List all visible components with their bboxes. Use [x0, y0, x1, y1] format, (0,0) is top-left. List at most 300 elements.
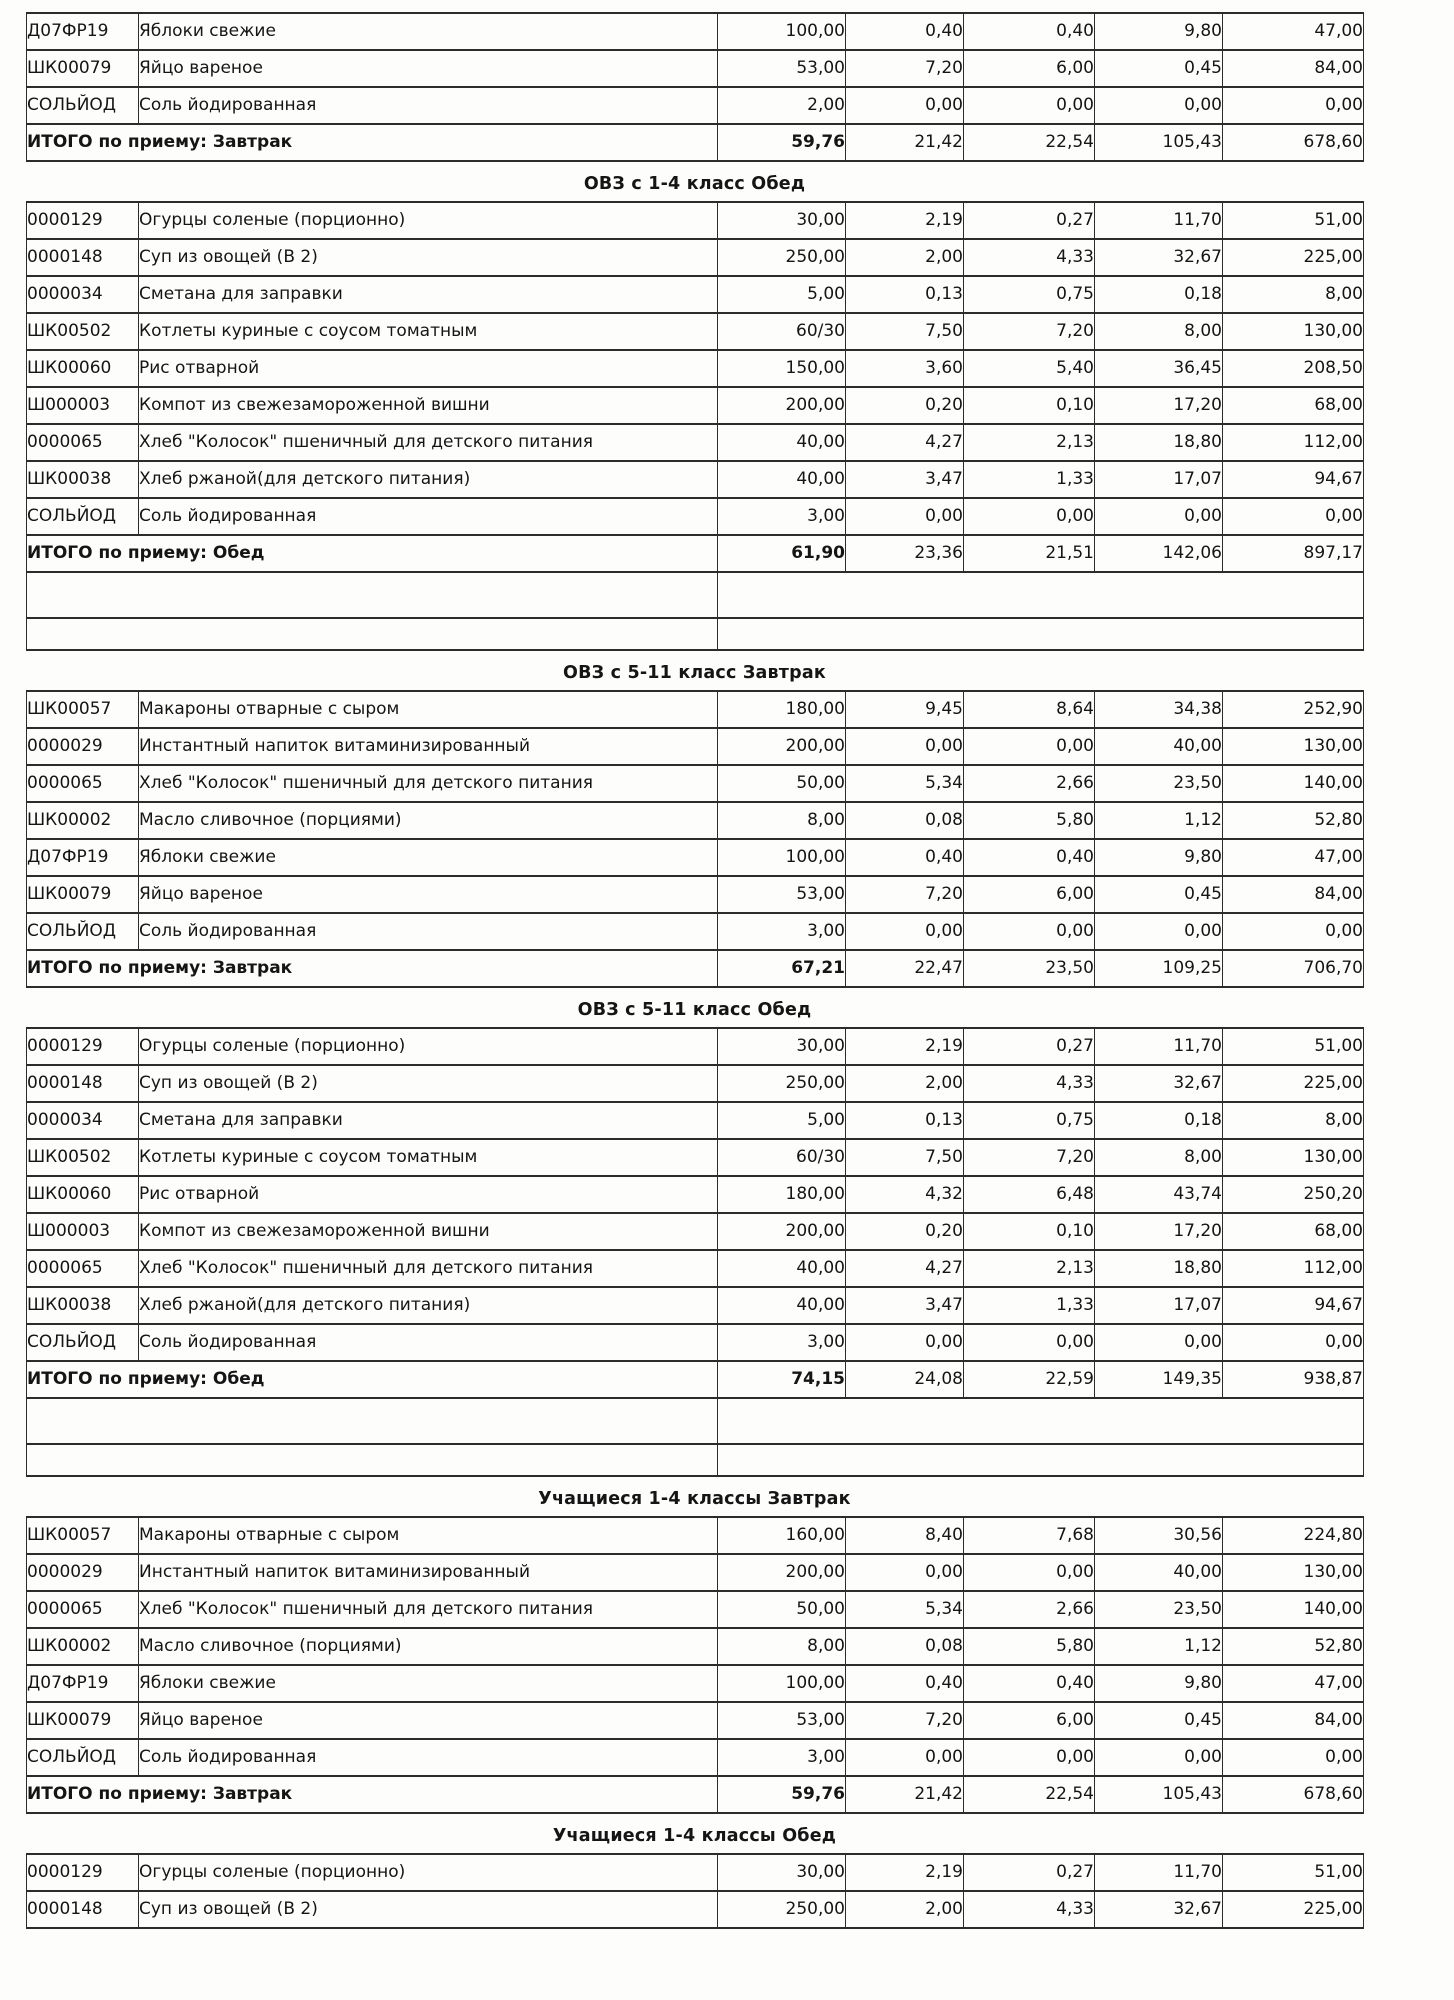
value-cell: 0,00 — [1095, 1739, 1223, 1776]
value-cell: 7,20 — [846, 1702, 964, 1739]
table-row — [27, 13, 1364, 50]
value-cell: 200,00 — [718, 728, 846, 765]
value-cell: 52,80 — [1223, 1628, 1364, 1665]
value-cell: 40,00 — [1095, 728, 1223, 765]
value-cell: 150,00 — [718, 350, 846, 387]
value-cell: 5,80 — [964, 1628, 1095, 1665]
value-cell: 4,27 — [846, 424, 964, 461]
table-row — [27, 461, 1364, 498]
item-code-cell: 0000034 — [27, 276, 139, 313]
value-cell: 0,00 — [846, 1324, 964, 1361]
table-row — [27, 1702, 1364, 1739]
value-cell: 0,00 — [846, 498, 964, 535]
value-cell: 1,33 — [964, 461, 1095, 498]
total-value-cell: 21,51 — [964, 535, 1095, 572]
value-cell: 17,20 — [1095, 387, 1223, 424]
value-cell: 2,66 — [964, 765, 1095, 802]
value-cell: 94,67 — [1223, 461, 1364, 498]
value-cell: 0,13 — [846, 276, 964, 313]
value-cell: 0,00 — [846, 728, 964, 765]
value-cell: 3,47 — [846, 1287, 964, 1324]
item-code-cell: ШК00079 — [27, 50, 139, 87]
empty-cell — [718, 1398, 1364, 1444]
value-cell: 9,45 — [846, 691, 964, 728]
value-cell: 5,80 — [964, 802, 1095, 839]
value-cell: 200,00 — [718, 1213, 846, 1250]
total-label-cell: ИТОГО по приему: Обед — [27, 535, 718, 572]
item-name-cell: Макароны отварные с сыром — [139, 691, 718, 728]
item-name-cell: Хлеб "Колосок" пшеничный для детского питания — [139, 1250, 718, 1287]
total-row — [27, 1361, 1364, 1398]
section-title: Учащиеся 1-4 классы Завтрак — [538, 1489, 851, 1509]
item-code-cell: 0000148 — [27, 1891, 139, 1928]
value-cell: 100,00 — [718, 1665, 846, 1702]
value-cell: 8,00 — [718, 802, 846, 839]
total-row — [27, 535, 1364, 572]
value-cell: 0,00 — [846, 1739, 964, 1776]
item-name-cell: Огурцы соленые (порционно) — [139, 1854, 718, 1891]
item-code-cell: Ш000003 — [27, 387, 139, 424]
value-cell: 8,64 — [964, 691, 1095, 728]
value-cell: 17,07 — [1095, 461, 1223, 498]
value-cell: 252,90 — [1223, 691, 1364, 728]
value-cell: 200,00 — [718, 1554, 846, 1591]
value-cell: 30,00 — [718, 202, 846, 239]
total-row — [27, 950, 1364, 987]
value-cell: 60/30 — [718, 1139, 846, 1176]
total-value-cell: 109,25 — [1095, 950, 1223, 987]
table-row — [27, 1102, 1364, 1139]
value-cell: 0,08 — [846, 802, 964, 839]
value-cell: 8,00 — [1223, 276, 1364, 313]
empty-row — [27, 572, 1364, 618]
value-cell: 0,00 — [846, 87, 964, 124]
value-cell: 225,00 — [1223, 239, 1364, 276]
value-cell: 18,80 — [1095, 424, 1223, 461]
item-name-cell: Хлеб "Колосок" пшеничный для детского питания — [139, 765, 718, 802]
value-cell: 34,38 — [1095, 691, 1223, 728]
value-cell: 180,00 — [718, 1176, 846, 1213]
value-cell: 1,12 — [1095, 1628, 1223, 1665]
value-cell: 0,00 — [1095, 498, 1223, 535]
table-row — [27, 913, 1364, 950]
value-cell: 130,00 — [1223, 1139, 1364, 1176]
item-code-cell: ШК00502 — [27, 313, 139, 350]
item-name-cell: Яйцо вареное — [139, 876, 718, 913]
value-cell: 40,00 — [1095, 1554, 1223, 1591]
item-name-cell: Суп из овощей (В 2) — [139, 1891, 718, 1928]
value-cell: 30,56 — [1095, 1517, 1223, 1554]
value-cell: 7,20 — [964, 1139, 1095, 1176]
value-cell: 5,40 — [964, 350, 1095, 387]
table-row — [27, 691, 1364, 728]
total-label-cell: ИТОГО по приему: Обед — [27, 1361, 718, 1398]
item-code-cell: Д07ФР19 — [27, 839, 139, 876]
value-cell: 36,45 — [1095, 350, 1223, 387]
table-row — [27, 1287, 1364, 1324]
menu-table — [26, 201, 1364, 651]
total-value-cell: 22,54 — [964, 124, 1095, 161]
value-cell: 250,00 — [718, 1891, 846, 1928]
item-code-cell: 0000129 — [27, 202, 139, 239]
total-value-cell: 67,21 — [718, 950, 846, 987]
value-cell: 0,00 — [1095, 913, 1223, 950]
menu-table — [26, 12, 1364, 162]
value-cell: 2,00 — [846, 239, 964, 276]
value-cell: 6,00 — [964, 876, 1095, 913]
table-row — [27, 239, 1364, 276]
table-row — [27, 839, 1364, 876]
value-cell: 0,00 — [1223, 1324, 1364, 1361]
value-cell: 0,00 — [846, 1554, 964, 1591]
value-cell: 53,00 — [718, 876, 846, 913]
item-code-cell: ШК00057 — [27, 1517, 139, 1554]
value-cell: 112,00 — [1223, 424, 1364, 461]
item-code-cell: 0000029 — [27, 728, 139, 765]
item-name-cell: Сметана для заправки — [139, 1102, 718, 1139]
table-row — [27, 1854, 1364, 1891]
total-value-cell: 59,76 — [718, 1776, 846, 1813]
value-cell: 30,00 — [718, 1028, 846, 1065]
value-cell: 84,00 — [1223, 876, 1364, 913]
table-row — [27, 87, 1364, 124]
item-name-cell: Суп из овощей (В 2) — [139, 239, 718, 276]
item-code-cell: 0000129 — [27, 1854, 139, 1891]
empty-row — [27, 618, 1364, 650]
table-row — [27, 276, 1364, 313]
value-cell: 225,00 — [1223, 1891, 1364, 1928]
value-cell: 7,20 — [846, 876, 964, 913]
table-row — [27, 765, 1364, 802]
value-cell: 3,00 — [718, 1739, 846, 1776]
total-value-cell: 22,47 — [846, 950, 964, 987]
value-cell: 160,00 — [718, 1517, 846, 1554]
item-name-cell: Макароны отварные с сыром — [139, 1517, 718, 1554]
value-cell: 17,07 — [1095, 1287, 1223, 1324]
value-cell: 250,20 — [1223, 1176, 1364, 1213]
table-row — [27, 202, 1364, 239]
value-cell: 3,60 — [846, 350, 964, 387]
value-cell: 0,08 — [846, 1628, 964, 1665]
section-title: ОВЗ с 1-4 класс Обед — [583, 174, 806, 194]
value-cell: 7,20 — [964, 313, 1095, 350]
total-value-cell: 23,50 — [964, 950, 1095, 987]
table-row — [27, 387, 1364, 424]
value-cell: 53,00 — [718, 1702, 846, 1739]
value-cell: 2,19 — [846, 1028, 964, 1065]
value-cell: 4,32 — [846, 1176, 964, 1213]
item-code-cell: ШК00038 — [27, 1287, 139, 1324]
value-cell: 0,00 — [964, 87, 1095, 124]
value-cell: 180,00 — [718, 691, 846, 728]
item-code-cell: 0000065 — [27, 1250, 139, 1287]
item-name-cell: Соль йодированная — [139, 87, 718, 124]
value-cell: 0,00 — [1223, 913, 1364, 950]
value-cell: 0,10 — [964, 1213, 1095, 1250]
item-code-cell: 0000129 — [27, 1028, 139, 1065]
item-name-cell: Котлеты куриные с соусом томатным — [139, 1139, 718, 1176]
item-name-cell: Соль йодированная — [139, 1324, 718, 1361]
item-code-cell: ШК00060 — [27, 350, 139, 387]
value-cell: 52,80 — [1223, 802, 1364, 839]
total-value-cell: 706,70 — [1223, 950, 1364, 987]
value-cell: 5,00 — [718, 1102, 846, 1139]
total-label-cell: ИТОГО по приему: Завтрак — [27, 1776, 718, 1813]
item-code-cell: Д07ФР19 — [27, 13, 139, 50]
value-cell: 0,00 — [964, 498, 1095, 535]
value-cell: 0,13 — [846, 1102, 964, 1139]
menu-table — [26, 1027, 1364, 1477]
value-cell: 53,00 — [718, 50, 846, 87]
value-cell: 51,00 — [1223, 1028, 1364, 1065]
item-name-cell: Яблоки свежие — [139, 13, 718, 50]
value-cell: 40,00 — [718, 461, 846, 498]
value-cell: 0,40 — [846, 1665, 964, 1702]
value-cell: 0,00 — [1095, 1324, 1223, 1361]
value-cell: 32,67 — [1095, 1065, 1223, 1102]
value-cell: 0,45 — [1095, 1702, 1223, 1739]
table-row — [27, 498, 1364, 535]
table-row — [27, 1665, 1364, 1702]
item-name-cell: Яйцо вареное — [139, 1702, 718, 1739]
value-cell: 0,00 — [964, 1554, 1095, 1591]
value-cell: 1,33 — [964, 1287, 1095, 1324]
value-cell: 1,12 — [1095, 802, 1223, 839]
table-row — [27, 802, 1364, 839]
section-title: ОВЗ с 5-11 класс Завтрак — [563, 663, 826, 683]
value-cell: 2,19 — [846, 202, 964, 239]
item-code-cell: Ш000003 — [27, 1213, 139, 1250]
value-cell: 140,00 — [1223, 1591, 1364, 1628]
value-cell: 0,27 — [964, 1854, 1095, 1891]
item-code-cell: 0000065 — [27, 1591, 139, 1628]
value-cell: 2,66 — [964, 1591, 1095, 1628]
empty-cell — [27, 572, 718, 618]
value-cell: 2,13 — [964, 1250, 1095, 1287]
value-cell: 32,67 — [1095, 1891, 1223, 1928]
value-cell: 11,70 — [1095, 1854, 1223, 1891]
value-cell: 250,00 — [718, 239, 846, 276]
table-row — [27, 50, 1364, 87]
value-cell: 0,00 — [964, 1324, 1095, 1361]
total-value-cell: 678,60 — [1223, 124, 1364, 161]
value-cell: 0,75 — [964, 276, 1095, 313]
item-name-cell: Хлеб "Колосок" пшеничный для детского питания — [139, 1591, 718, 1628]
item-name-cell: Яблоки свежие — [139, 1665, 718, 1702]
value-cell: 23,50 — [1095, 1591, 1223, 1628]
empty-cell — [27, 1444, 718, 1476]
table-row — [27, 1591, 1364, 1628]
item-code-cell: СОЛЬЙОД — [27, 913, 139, 950]
table-row — [27, 1554, 1364, 1591]
value-cell: 0,10 — [964, 387, 1095, 424]
item-code-cell: 0000065 — [27, 765, 139, 802]
total-value-cell: 142,06 — [1095, 535, 1223, 572]
item-code-cell: СОЛЬЙОД — [27, 87, 139, 124]
value-cell: 7,50 — [846, 313, 964, 350]
item-code-cell: СОЛЬЙОД — [27, 498, 139, 535]
value-cell: 47,00 — [1223, 1665, 1364, 1702]
value-cell: 51,00 — [1223, 1854, 1364, 1891]
value-cell: 8,00 — [1223, 1102, 1364, 1139]
value-cell: 130,00 — [1223, 728, 1364, 765]
table-row — [27, 1028, 1364, 1065]
total-value-cell: 74,15 — [718, 1361, 846, 1398]
value-cell: 0,00 — [846, 913, 964, 950]
value-cell: 0,00 — [964, 913, 1095, 950]
item-code-cell: СОЛЬЙОД — [27, 1739, 139, 1776]
item-name-cell: Масло сливочное (порциями) — [139, 802, 718, 839]
total-row — [27, 1776, 1364, 1813]
section-title: Учащиеся 1-4 классы Обед — [552, 1826, 837, 1846]
value-cell: 0,45 — [1095, 50, 1223, 87]
value-cell: 0,40 — [964, 1665, 1095, 1702]
value-cell: 0,00 — [964, 728, 1095, 765]
value-cell: 0,45 — [1095, 876, 1223, 913]
value-cell: 32,67 — [1095, 239, 1223, 276]
value-cell: 8,40 — [846, 1517, 964, 1554]
value-cell: 3,00 — [718, 1324, 846, 1361]
value-cell: 8,00 — [718, 1628, 846, 1665]
value-cell: 0,40 — [846, 13, 964, 50]
section-title: ОВЗ с 5-11 класс Обед — [577, 1000, 812, 1020]
item-code-cell: ШК00002 — [27, 802, 139, 839]
item-code-cell: Д07ФР19 — [27, 1665, 139, 1702]
value-cell: 4,33 — [964, 239, 1095, 276]
value-cell: 18,80 — [1095, 1250, 1223, 1287]
item-code-cell: ШК00079 — [27, 876, 139, 913]
value-cell: 0,18 — [1095, 1102, 1223, 1139]
value-cell: 60/30 — [718, 313, 846, 350]
value-cell: 23,50 — [1095, 765, 1223, 802]
item-name-cell: Огурцы соленые (порционно) — [139, 202, 718, 239]
value-cell: 30,00 — [718, 1854, 846, 1891]
value-cell: 0,75 — [964, 1102, 1095, 1139]
value-cell: 68,00 — [1223, 1213, 1364, 1250]
menu-table — [26, 1853, 1364, 1929]
total-value-cell: 21,42 — [846, 1776, 964, 1813]
value-cell: 100,00 — [718, 13, 846, 50]
table-row — [27, 728, 1364, 765]
item-name-cell: Рис отварной — [139, 350, 718, 387]
value-cell: 50,00 — [718, 765, 846, 802]
table-row — [27, 1324, 1364, 1361]
total-value-cell: 24,08 — [846, 1361, 964, 1398]
item-name-cell: Соль йодированная — [139, 1739, 718, 1776]
item-code-cell: ШК00060 — [27, 1176, 139, 1213]
item-code-cell: ШК00057 — [27, 691, 139, 728]
value-cell: 40,00 — [718, 1287, 846, 1324]
value-cell: 140,00 — [1223, 765, 1364, 802]
value-cell: 100,00 — [718, 839, 846, 876]
item-code-cell: ШК00079 — [27, 1702, 139, 1739]
item-name-cell: Инстантный напиток витаминизированный — [139, 1554, 718, 1591]
value-cell: 3,47 — [846, 461, 964, 498]
value-cell: 112,00 — [1223, 1250, 1364, 1287]
value-cell: 0,00 — [1223, 498, 1364, 535]
value-cell: 3,00 — [718, 498, 846, 535]
value-cell: 11,70 — [1095, 1028, 1223, 1065]
empty-cell — [27, 618, 718, 650]
value-cell: 0,27 — [964, 202, 1095, 239]
table-row — [27, 1739, 1364, 1776]
total-value-cell: 21,42 — [846, 124, 964, 161]
menu-table — [26, 690, 1364, 988]
item-name-cell: Котлеты куриные с соусом томатным — [139, 313, 718, 350]
total-value-cell: 938,87 — [1223, 1361, 1364, 1398]
value-cell: 6,00 — [964, 1702, 1095, 1739]
item-code-cell: ШК00002 — [27, 1628, 139, 1665]
value-cell: 200,00 — [718, 387, 846, 424]
table-row — [27, 350, 1364, 387]
value-cell: 7,20 — [846, 50, 964, 87]
item-name-cell: Соль йодированная — [139, 498, 718, 535]
value-cell: 17,20 — [1095, 1213, 1223, 1250]
value-cell: 84,00 — [1223, 50, 1364, 87]
value-cell: 40,00 — [718, 424, 846, 461]
value-cell: 2,00 — [846, 1891, 964, 1928]
item-code-cell: 0000148 — [27, 1065, 139, 1102]
table-row — [27, 313, 1364, 350]
menu-table — [26, 1516, 1364, 1814]
item-name-cell: Хлеб ржаной(для детского питания) — [139, 461, 718, 498]
total-label-cell: ИТОГО по приему: Завтрак — [27, 124, 718, 161]
item-name-cell: Яйцо вареное — [139, 50, 718, 87]
value-cell: 4,33 — [964, 1065, 1095, 1102]
total-value-cell: 22,59 — [964, 1361, 1095, 1398]
value-cell: 5,34 — [846, 765, 964, 802]
total-value-cell: 105,43 — [1095, 124, 1223, 161]
value-cell: 2,19 — [846, 1854, 964, 1891]
value-cell: 47,00 — [1223, 839, 1364, 876]
value-cell: 0,18 — [1095, 276, 1223, 313]
value-cell: 6,00 — [964, 50, 1095, 87]
item-name-cell: Яблоки свежие — [139, 839, 718, 876]
value-cell: 9,80 — [1095, 1665, 1223, 1702]
value-cell: 5,00 — [718, 276, 846, 313]
value-cell: 8,00 — [1095, 313, 1223, 350]
value-cell: 2,00 — [718, 87, 846, 124]
total-value-cell: 59,76 — [718, 124, 846, 161]
empty-row — [27, 1444, 1364, 1476]
item-code-cell: ШК00038 — [27, 461, 139, 498]
value-cell: 250,00 — [718, 1065, 846, 1102]
value-cell: 9,80 — [1095, 13, 1223, 50]
value-cell: 94,67 — [1223, 1287, 1364, 1324]
total-value-cell: 105,43 — [1095, 1776, 1223, 1813]
empty-row — [27, 1398, 1364, 1444]
value-cell: 4,33 — [964, 1891, 1095, 1928]
value-cell: 0,00 — [1223, 87, 1364, 124]
item-name-cell: Соль йодированная — [139, 913, 718, 950]
value-cell: 225,00 — [1223, 1065, 1364, 1102]
value-cell: 3,00 — [718, 913, 846, 950]
value-cell: 0,20 — [846, 387, 964, 424]
value-cell: 2,13 — [964, 424, 1095, 461]
item-code-cell: 0000034 — [27, 1102, 139, 1139]
value-cell: 8,00 — [1095, 1139, 1223, 1176]
value-cell: 0,00 — [964, 1739, 1095, 1776]
empty-cell — [27, 1398, 718, 1444]
value-cell: 208,50 — [1223, 350, 1364, 387]
table-row — [27, 1213, 1364, 1250]
item-name-cell: Рис отварной — [139, 1176, 718, 1213]
total-row — [27, 124, 1364, 161]
item-code-cell: 0000148 — [27, 239, 139, 276]
table-row — [27, 1176, 1364, 1213]
value-cell: 130,00 — [1223, 1554, 1364, 1591]
item-code-cell: 0000029 — [27, 1554, 139, 1591]
